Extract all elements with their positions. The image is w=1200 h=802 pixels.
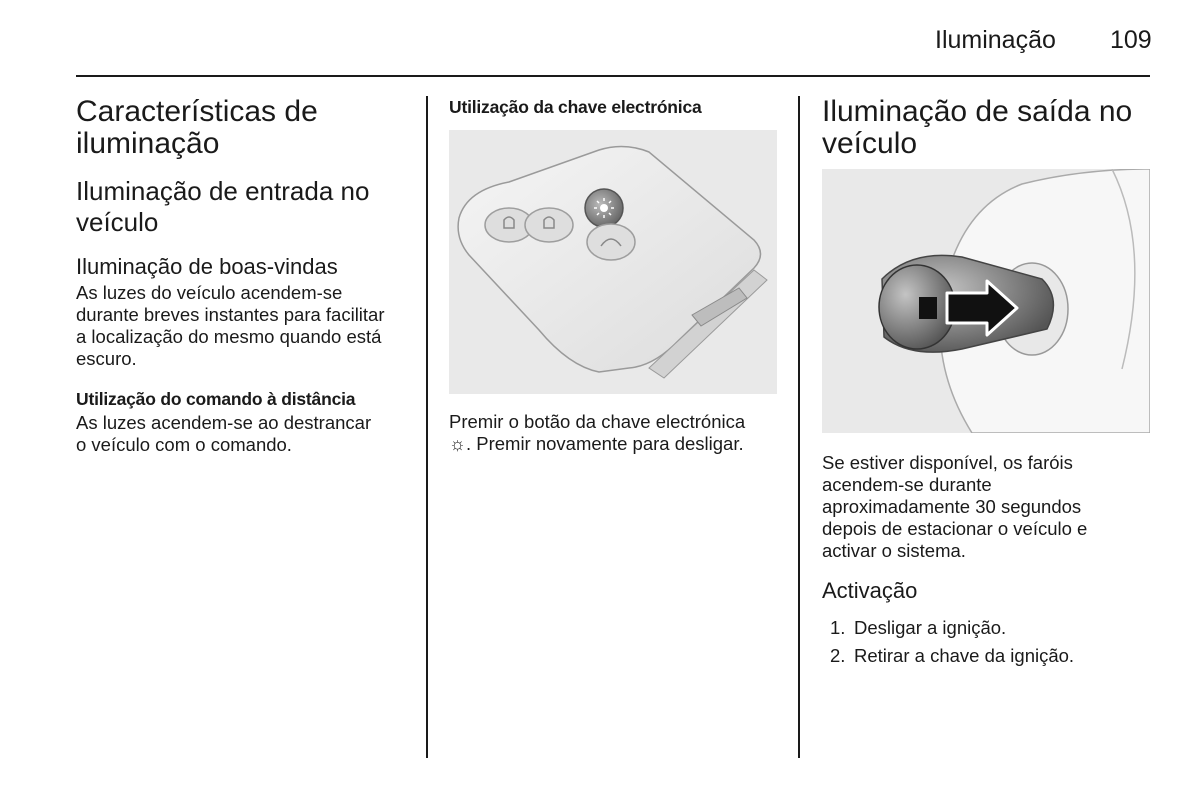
- heading-line: veículo: [76, 207, 159, 237]
- heading-exit-lighting: [822, 96, 1132, 160]
- exit-paragraph: [822, 452, 1087, 562]
- heading-line: Iluminação de entrada no: [76, 176, 370, 206]
- lighting-button-icon: ☼: [449, 433, 466, 454]
- heading-line: Iluminação de saída no: [822, 95, 1133, 128]
- subheading-remote-control: Utilização do comando à distância: [76, 389, 356, 409]
- column-divider-2: [798, 96, 800, 758]
- text-line: depois de estacionar o veículo e: [822, 518, 1088, 539]
- text-line: . Premir novamente para desligar.: [465, 433, 744, 454]
- heading-line: veículo: [822, 127, 918, 160]
- section-title: Iluminação: [935, 26, 1056, 54]
- text-line: a localização do mesmo quando está: [76, 326, 382, 347]
- text-line: Premir o botão da chave electrónica: [449, 411, 746, 432]
- subheading-electronic-key: Utilização da chave electrónica: [449, 97, 702, 117]
- welcome-paragraph: [76, 282, 385, 370]
- column-divider-1: [426, 96, 428, 758]
- text-line: activar o sistema.: [822, 540, 966, 561]
- remote-paragraph: [76, 412, 371, 456]
- heading-line: Características de: [76, 95, 318, 128]
- step-text: Desligar a ignição.: [854, 617, 1007, 638]
- heading-entry-lighting: [76, 176, 369, 238]
- text-line: As luzes acendem-se ao destrancar: [76, 412, 372, 433]
- key-card-illustration: [449, 130, 777, 394]
- text-line: acendem-se durante: [822, 474, 992, 495]
- key-instruction-paragraph: [449, 411, 745, 455]
- subheading-welcome-lighting: Iluminação de boas-vindas: [76, 254, 338, 279]
- text-line: escuro.: [76, 348, 137, 369]
- step-text: Retirar a chave da ignição.: [854, 645, 1075, 666]
- header-rule: [76, 75, 1150, 77]
- heading-line: iluminação: [76, 127, 220, 160]
- text-line: Se estiver disponível, os faróis: [822, 452, 1073, 473]
- list-item: [830, 617, 1006, 639]
- text-line: As luzes do veículo acendem-se: [76, 282, 343, 303]
- subheading-activation: Activação: [822, 578, 918, 603]
- text-line: o veículo com o comando.: [76, 434, 292, 455]
- list-item: [830, 645, 1074, 667]
- heading-lighting-features: [76, 96, 318, 160]
- step-number: 2.: [830, 645, 846, 666]
- text-line: aproximadamente 30 segundos: [822, 496, 1082, 517]
- page-number: 109: [1110, 26, 1152, 54]
- electronic-key-figure: [449, 130, 777, 394]
- stalk-figure: [822, 169, 1150, 433]
- text-line: durante breves instantes para facilitar: [76, 304, 385, 325]
- page-header: [0, 0, 1200, 80]
- step-number: 1.: [830, 617, 846, 638]
- light-stalk-illustration: [822, 169, 1150, 433]
